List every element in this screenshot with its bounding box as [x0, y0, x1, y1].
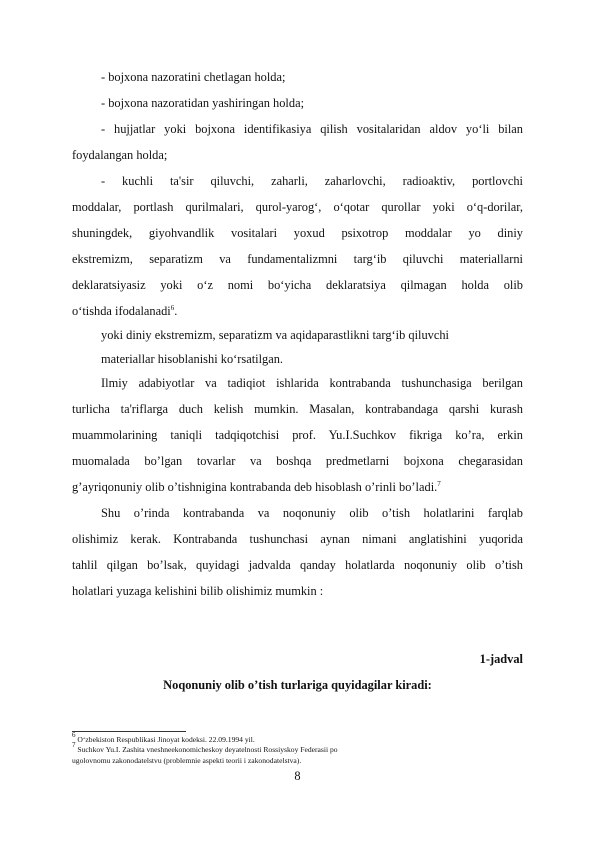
- text-line: holatlari yuzaga kelishini bilib olishimiz mumkin :: [72, 584, 324, 598]
- text-line: muammolarining taniqli tadqiqotchisi prof. Yu.I.Suchkov fikriga ko’ra, erkin: [72, 428, 523, 442]
- footnote-7: [72, 741, 338, 755]
- text-line: turlicha ta'riflarga duch kelish mumkin. Masalan, kontrabandaga qarshi kurash: [72, 402, 523, 416]
- text-line: [72, 479, 523, 495]
- footnote-ref[interactable]: 7: [437, 480, 441, 488]
- text-line: - bojxona nazoratidan yashiringan holda;: [101, 96, 305, 110]
- text-line: ekstremizm, separatizm va fundamentalizmni targ‘ib qiluvchi materiallarni: [72, 252, 523, 266]
- text-line: Ilmiy adabiyotlar va tadiqiot ishlarida kontrabanda tushunchasiga berilgan: [101, 376, 523, 390]
- text-line: olishimiz kerak. Kontrabanda tushunchasi aynan nimani anglatishini yuqorida: [72, 532, 523, 546]
- text-span: .: [174, 304, 178, 318]
- text-line: shuningdek, giyohvandlik vositalari yoxud psixotrop moddalar yo diniy: [72, 226, 523, 240]
- text-line: foydalangan holda;: [72, 148, 168, 162]
- footnote-number: 6: [72, 731, 76, 739]
- footnote-7-continued: ugolovnomu zakonodatelstvu (problemnie aspekti teorii i zakonodatelstva).: [72, 756, 302, 765]
- text-line: - hujjatlar yoki bojxona identifikasiya qilish vositalaridan aldov yo‘li bilan: [101, 122, 523, 136]
- footnote-ref[interactable]: 6: [170, 304, 175, 312]
- text-line: Shu o’rinda kontrabanda va noqonuniy olib o’tish holatlarini farqlab: [101, 506, 523, 520]
- table-title: Noqonuniy olib o’tish turlariga quyidagilar kiradi:: [163, 678, 432, 692]
- text-line: tahlil qilgan bo’lsak, quyidagi jadvalda qanday holatlarda noqonuniy olib o’tish: [72, 558, 523, 572]
- footnote-divider: [72, 731, 186, 732]
- footnote-6: [72, 731, 255, 745]
- text-line: yoki diniy ekstremizm, separatizm va aqidaparastlikni targ‘ib qiluvchi: [101, 328, 449, 342]
- text-line: moddalar, portlash qurilmalari, qurol-yarog‘, o‘qotar qurollar yoki o‘q-dorilar,: [72, 200, 523, 214]
- text-line: materiallar hisoblanishi ko‘rsatilgan.: [101, 352, 284, 366]
- text-span: g’ayriqonuniy olib o’tishnigina kontrabanda deb hisoblash o’rinli bo’ladi.: [72, 480, 438, 494]
- footnote-text: Suchkov Yu.I. Zashita vneshneekonomicheskoy deyatelnosti Rossiyskoy Federasii po: [75, 745, 338, 754]
- text-line: - kuchli ta'sir qiluvchi, zaharli, zaharlovchi, radioaktiv, portlovchi: [101, 174, 523, 188]
- page-number: 8: [294, 769, 301, 783]
- text-line: deklaratsiyasiz yoki o‘z nomi bo‘yicha deklaratsiya qilmagan holda olib: [72, 278, 523, 292]
- text-line: muomalada bo’lgan tovarlar va boshqa predmetlarni bojxona chegarasidan: [72, 454, 523, 468]
- text-line: - bojxona nazoratini chetlagan holda;: [101, 70, 286, 84]
- footnote-number: 7: [72, 741, 76, 749]
- text-line: [72, 303, 523, 319]
- footnote-text: O‘zbekiston Respublikasi Jinoyat kodeksi. 22.09.1994 yil.: [75, 735, 255, 744]
- table-label: 1-jadval: [479, 652, 523, 666]
- text-span: o‘tishda ifodalanadi: [72, 304, 171, 318]
